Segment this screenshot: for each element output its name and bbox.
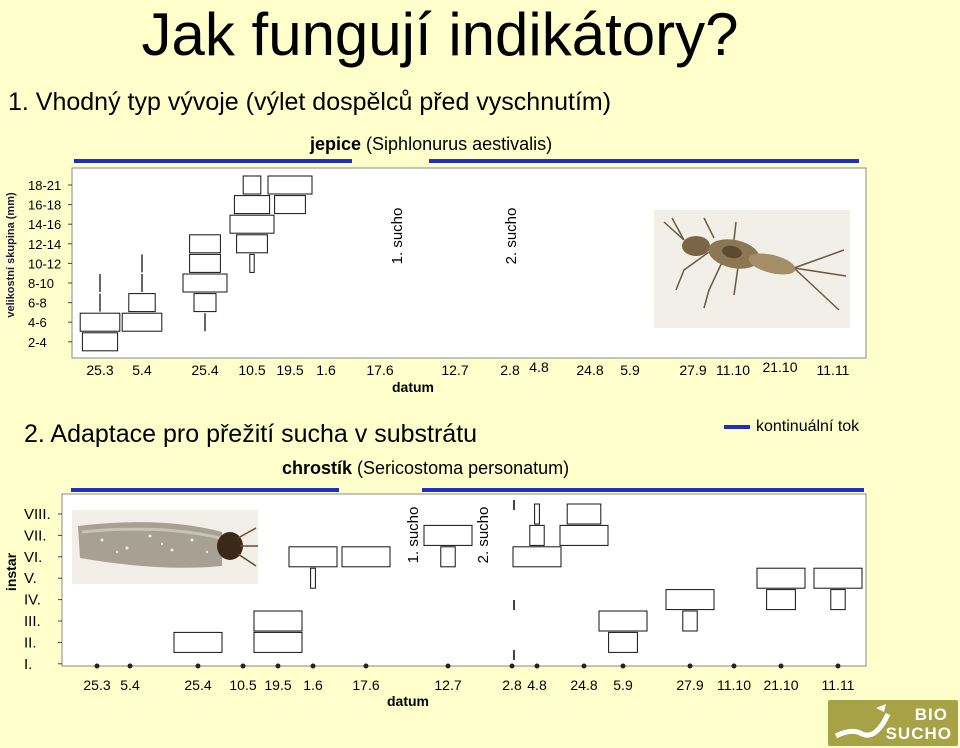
kite-bar: [122, 313, 162, 331]
y-tick-label: 10-12: [28, 256, 62, 272]
x-tick-label: 12.7: [441, 362, 469, 378]
kite-bar: [275, 196, 306, 214]
x-tick-dot: [364, 664, 369, 669]
x-tick-label: 11.10: [716, 362, 750, 378]
y-tick-label: 12-14: [28, 236, 62, 252]
x-tick-label: 19.5: [276, 362, 304, 378]
x-tick-label: 25.3: [83, 677, 111, 693]
species-1-latin: (Siphlonurus aestivalis): [366, 134, 553, 154]
kite-bar: [237, 235, 268, 253]
kite-bar: [80, 313, 120, 331]
kite-bar: [82, 333, 117, 351]
legend-label: kontinuální tok: [756, 418, 860, 435]
y-tick-label: II.: [24, 634, 37, 652]
x-tick-label: 21.10: [762, 359, 798, 375]
kite-bar: [194, 294, 216, 312]
y-tick-label: III.: [24, 613, 41, 630]
x-tick-label: 4.8: [527, 677, 547, 693]
x-tick-dot: [446, 664, 451, 669]
x-tick-dot: [779, 664, 784, 669]
kite-bar: [129, 294, 155, 312]
kite-bar: [767, 590, 796, 610]
kite-bar: [254, 611, 302, 631]
x-tick-label: 11.11: [821, 677, 855, 693]
x-tick-label: 2.8: [502, 677, 522, 693]
biosucho-logo: [828, 700, 958, 746]
x-tick-label: 25.4: [184, 677, 212, 693]
x-tick-dot: [621, 664, 626, 669]
x-tick-label: 27.9: [676, 677, 704, 693]
x-tick-dot: [276, 664, 281, 669]
kite-bar: [599, 611, 647, 631]
x-tick-label: 2.8: [500, 362, 520, 378]
kite-bar: [174, 632, 222, 652]
y-tick-label: 6-8: [28, 295, 47, 311]
kite-bar: [254, 632, 302, 652]
kite-bar: [530, 525, 544, 545]
x-tick-label: 11.10: [717, 677, 751, 693]
kite-bar: [567, 504, 601, 524]
x-tick-dot: [535, 664, 540, 669]
x-tick-dot: [311, 664, 316, 669]
y-tick-label: 2-4: [28, 334, 47, 350]
kite-bar: [441, 547, 455, 567]
y-tick-label: 16-18: [28, 197, 62, 213]
section-2-heading: 2. Adaptace pro přežití sucha v substrátu: [24, 420, 478, 448]
x-tick-dot: [836, 664, 841, 669]
x-tick-label: 10.5: [238, 362, 266, 378]
x-tick-label: 19.5: [264, 677, 292, 693]
x-tick-label: 25.3: [86, 362, 114, 378]
kite-bar: [814, 568, 862, 588]
kite-bar: [831, 590, 845, 610]
y-tick-label: VIII.: [24, 506, 51, 523]
kite-bar: [190, 235, 221, 253]
logo-river-icon: [832, 700, 892, 746]
kite-bar: [289, 547, 337, 567]
y-tick-label: IV.: [24, 591, 41, 609]
kite-bar: [513, 547, 561, 567]
drought-label: 1. sucho: [405, 506, 422, 564]
x-tick-label: 12.7: [434, 677, 462, 693]
x-tick-label: 1.6: [303, 677, 323, 693]
x-tick-dot: [128, 664, 133, 669]
drought-label: 1. sucho: [389, 207, 406, 265]
x-tick-label: 17.6: [352, 677, 380, 693]
x-tick-label: 10.5: [229, 677, 257, 693]
x-tick-label: 17.6: [366, 362, 394, 378]
species-2-name: chrostík: [282, 458, 353, 478]
kite-bar: [666, 590, 714, 610]
drought-label: 2. sucho: [475, 506, 492, 564]
x-axis-label: datum: [387, 693, 429, 709]
y-tick-label: 14-16: [28, 217, 62, 233]
y-axis-label: instar: [3, 552, 19, 592]
mayfly-nymph-photo: [654, 210, 850, 328]
kite-bar: [268, 176, 312, 194]
kite-bar: [234, 196, 269, 214]
drought-label: 2. sucho: [503, 207, 520, 265]
kite-bar: [250, 254, 254, 272]
kite-bar: [683, 611, 697, 631]
x-tick-dot: [732, 664, 737, 669]
x-axis-label: datum: [392, 379, 434, 395]
kite-bar: [243, 176, 261, 194]
x-tick-label: 5.4: [132, 362, 152, 378]
x-tick-label: 27.9: [679, 362, 707, 378]
species-1-name: jepice: [310, 134, 362, 154]
kite-bar: [424, 525, 472, 545]
y-tick-label: V.: [24, 570, 37, 588]
x-tick-dot: [688, 664, 693, 669]
kite-bar: [183, 274, 227, 292]
x-tick-label: 21.10: [763, 677, 799, 693]
kite-bar: [560, 525, 608, 545]
y-tick-label: 8-10: [28, 276, 55, 291]
logo-text-sucho: SUCHO: [885, 724, 952, 743]
kite-bar: [757, 568, 805, 588]
y-tick-label: 4-6: [28, 315, 47, 331]
x-tick-label: 24.8: [570, 677, 598, 693]
x-tick-dot: [196, 664, 201, 669]
kite-bar: [535, 504, 540, 524]
kite-bar: [190, 254, 221, 272]
y-tick-label: VII.: [24, 527, 47, 545]
kite-bar: [342, 547, 390, 567]
x-tick-label: 5.9: [613, 677, 633, 693]
x-tick-label: 11.11: [816, 362, 850, 378]
x-tick-dot: [241, 664, 246, 669]
y-tick-label: I.: [24, 655, 33, 673]
kite-bar: [311, 568, 316, 588]
y-tick-label: 18-21: [28, 178, 62, 193]
x-tick-dot: [510, 664, 515, 669]
x-tick-dot: [95, 664, 100, 669]
x-tick-label: 4.8: [529, 359, 549, 375]
x-tick-label: 5.9: [620, 362, 640, 378]
x-tick-label: 5.4: [120, 677, 140, 693]
kite-bar: [609, 632, 638, 652]
section-1-heading: 1. Vhodný typ vývoje (výlet dospělců před vyschnutím): [8, 88, 612, 116]
x-tick-label: 24.8: [576, 362, 604, 378]
x-tick-label: 25.4: [191, 362, 219, 378]
kite-bar: [230, 215, 274, 233]
x-tick-dot: [582, 664, 587, 669]
species-2-latin: (Sericostoma personatum): [357, 458, 570, 478]
y-axis-label: velikostní skupina (mm): [5, 192, 17, 318]
logo-text-bio: BIO: [914, 705, 948, 724]
x-tick-label: 1.6: [316, 362, 336, 378]
page-title: Jak fungují indikátory?: [141, 1, 739, 68]
y-tick-label: VI.: [24, 548, 43, 566]
caddisfly-larva-case-photo: [72, 510, 258, 584]
